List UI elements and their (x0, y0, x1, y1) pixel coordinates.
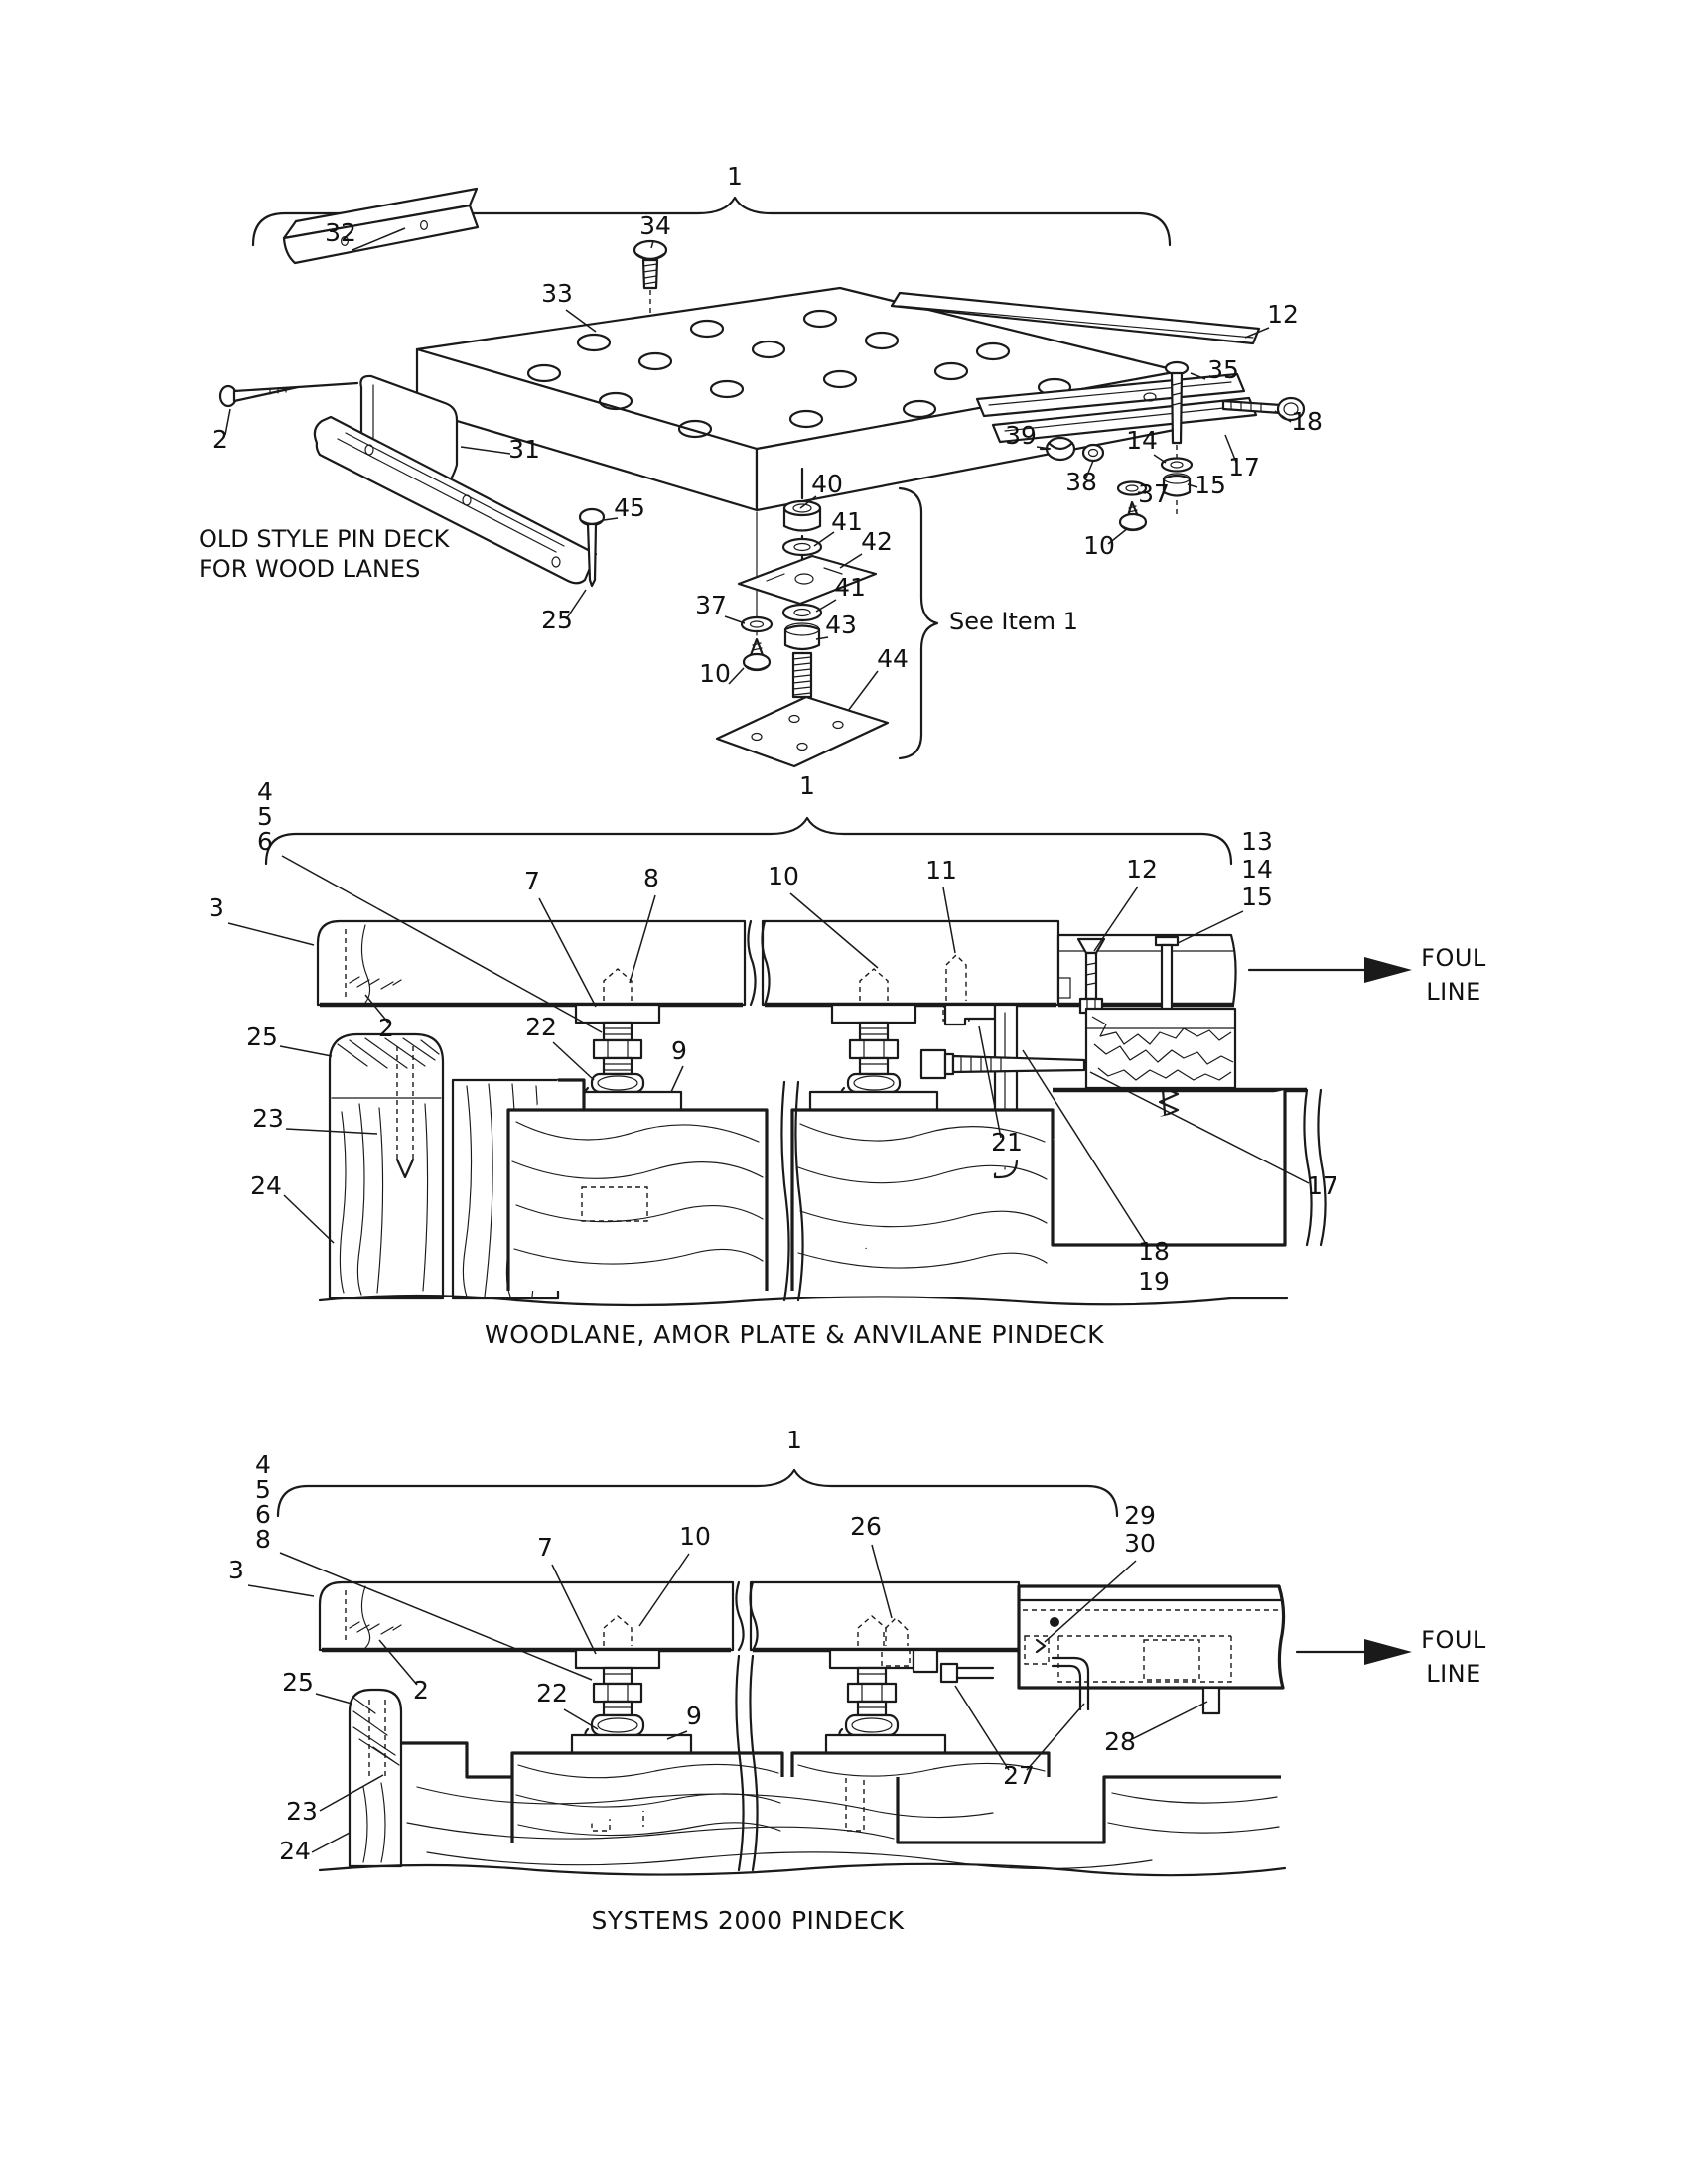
old-style-pin-deck-exploded-view (220, 189, 1304, 766)
part-label: 25 (282, 1668, 314, 1697)
part-label: 14 (1241, 855, 1273, 884)
part-label: 41 (834, 573, 866, 602)
part-44-plate (717, 697, 888, 766)
part-label: 2 (378, 1014, 394, 1042)
part-label: 26 (850, 1512, 882, 1541)
leader-line (284, 1195, 334, 1243)
part-label: 5 (257, 802, 273, 831)
part-label: 9 (671, 1036, 687, 1065)
part-label: 14 (1126, 426, 1158, 455)
part-label: 18 (1138, 1237, 1170, 1266)
part-label: 43 (825, 611, 857, 639)
leader-line (280, 1046, 332, 1056)
part-label: 44 (877, 644, 909, 673)
mounting-block-1 (508, 1110, 767, 1291)
leader-line (316, 1694, 352, 1704)
crackle-filler-block (1053, 1009, 1285, 1090)
drop-tab-28 (1203, 1688, 1219, 1713)
bottom-group-brace (278, 1470, 1117, 1516)
part-label: 5 (255, 1475, 271, 1504)
part-label: 19 (1138, 1267, 1170, 1296)
part-label: 6 (255, 1500, 271, 1529)
part-label: 8 (255, 1525, 271, 1554)
leader-line (312, 1833, 350, 1852)
part-label: 38 (1065, 468, 1097, 496)
foundation-break-wavy1 (781, 1082, 788, 1300)
leader-line (725, 616, 745, 623)
part-label: 21 (991, 1128, 1023, 1157)
part-label: 37 (1138, 479, 1170, 508)
part-label: 13 (1241, 827, 1273, 856)
leader-line (228, 923, 314, 945)
part-40-locknut (784, 501, 820, 531)
foundation-right-break2 (1318, 1090, 1325, 1245)
section-title-line: FOR WOOD LANES (199, 555, 421, 583)
leader-line (553, 1042, 594, 1080)
part-label: 8 (643, 864, 659, 892)
leader-line (671, 1066, 683, 1092)
part-label: 3 (209, 893, 224, 922)
part-label: 15 (1241, 883, 1273, 911)
part-41-washer-upper (783, 539, 821, 555)
part-label: 3 (228, 1556, 244, 1584)
part-label: 1 (727, 162, 743, 191)
leader-line (848, 671, 878, 711)
foul-line-label: LINE (1426, 978, 1481, 1006)
leader-line (1128, 1702, 1207, 1741)
part-32-side-board (284, 189, 478, 263)
part-label: 24 (279, 1837, 311, 1865)
part-14-washer (1162, 459, 1192, 472)
see-item-brace (900, 488, 937, 758)
part-label: 12 (1126, 855, 1158, 884)
part-label: 24 (250, 1171, 282, 1200)
part-label: 15 (1195, 471, 1226, 499)
part-label: 17 (1228, 453, 1260, 481)
woodlane-cross-section (266, 818, 1412, 1305)
part-label: 30 (1124, 1529, 1156, 1558)
ground-line-bottom (320, 1864, 1285, 1875)
part-label: 17 (1307, 1171, 1338, 1200)
part-label: 23 (286, 1797, 318, 1826)
systems-2000-cross-section (278, 1470, 1412, 1875)
see-item-note: See Item 1 (949, 608, 1078, 635)
part-label: 28 (1104, 1727, 1136, 1756)
part-label: 6 (257, 827, 273, 856)
leader-line (461, 447, 510, 454)
part-label: 22 (525, 1013, 557, 1041)
part-label: 9 (686, 1702, 702, 1730)
part-10-screw-left (744, 639, 770, 670)
section-title-line: OLD STYLE PIN DECK (199, 525, 450, 553)
part-label: 22 (536, 1679, 568, 1707)
section-caption: WOODLANE, AMOR PLATE & ANVILANE PINDECK (484, 1320, 1105, 1349)
leader-line (729, 668, 744, 684)
part-38-washer (1083, 445, 1103, 461)
part-41-washer-lower (783, 605, 821, 620)
part-label: 31 (508, 435, 540, 464)
part-label: 35 (1207, 355, 1239, 384)
part-label: 10 (1083, 531, 1115, 560)
part-label: 32 (325, 218, 356, 247)
part-label: 12 (1267, 300, 1299, 329)
foul-line-label: FOUL (1421, 1626, 1486, 1654)
foul-line-arrow-middle (1249, 957, 1412, 983)
part-label: 27 (1003, 1761, 1035, 1790)
part-label: 40 (811, 470, 843, 498)
threaded-stud (793, 653, 811, 697)
leader-line (1154, 455, 1166, 463)
division-board-25-bottom (350, 1690, 401, 1866)
part-43-nut (785, 623, 819, 649)
part-label: 4 (255, 1450, 271, 1479)
part-label: 10 (679, 1522, 711, 1551)
part-label: 29 (1124, 1501, 1156, 1530)
side-bolt-27 (941, 1664, 993, 1682)
part-2-screw (220, 383, 357, 406)
part-label: 23 (252, 1104, 284, 1133)
part-label: 39 (1005, 421, 1037, 450)
foul-line-label: FOUL (1421, 944, 1486, 972)
part-label: 33 (541, 279, 573, 308)
part-label: 2 (413, 1676, 429, 1705)
part-label: 18 (1291, 407, 1323, 436)
part-label: 45 (614, 493, 645, 522)
part-label: 42 (861, 527, 893, 556)
middle-group-brace (266, 818, 1231, 864)
lane-board-bottom (320, 1582, 1019, 1650)
part-37-washer-left (742, 617, 772, 631)
part-label: 41 (831, 507, 863, 536)
part-label: 7 (524, 867, 540, 895)
section-caption: SYSTEMS 2000 PINDECK (591, 1906, 905, 1935)
part-label: 25 (541, 606, 573, 634)
part-label: 7 (537, 1533, 553, 1562)
part-label: 1 (786, 1426, 802, 1454)
part-label: 11 (925, 856, 957, 885)
leader-line (248, 1585, 314, 1596)
part-label: 25 (246, 1023, 278, 1051)
part-label: 34 (639, 211, 671, 240)
foundation-right-break (1304, 1090, 1311, 1245)
ground-line (320, 1296, 1287, 1305)
leader-line (1027, 1704, 1084, 1770)
part-label: 10 (768, 862, 799, 890)
part-label: 37 (695, 591, 727, 619)
foul-line-label: LINE (1426, 1660, 1481, 1688)
part-label: 1 (799, 771, 815, 800)
part-label: 4 (257, 777, 273, 806)
part-label: 2 (212, 425, 228, 454)
foul-line-arrow-bottom (1297, 1639, 1412, 1665)
part-label: 10 (699, 659, 731, 688)
division-board-25 (330, 1034, 443, 1298)
